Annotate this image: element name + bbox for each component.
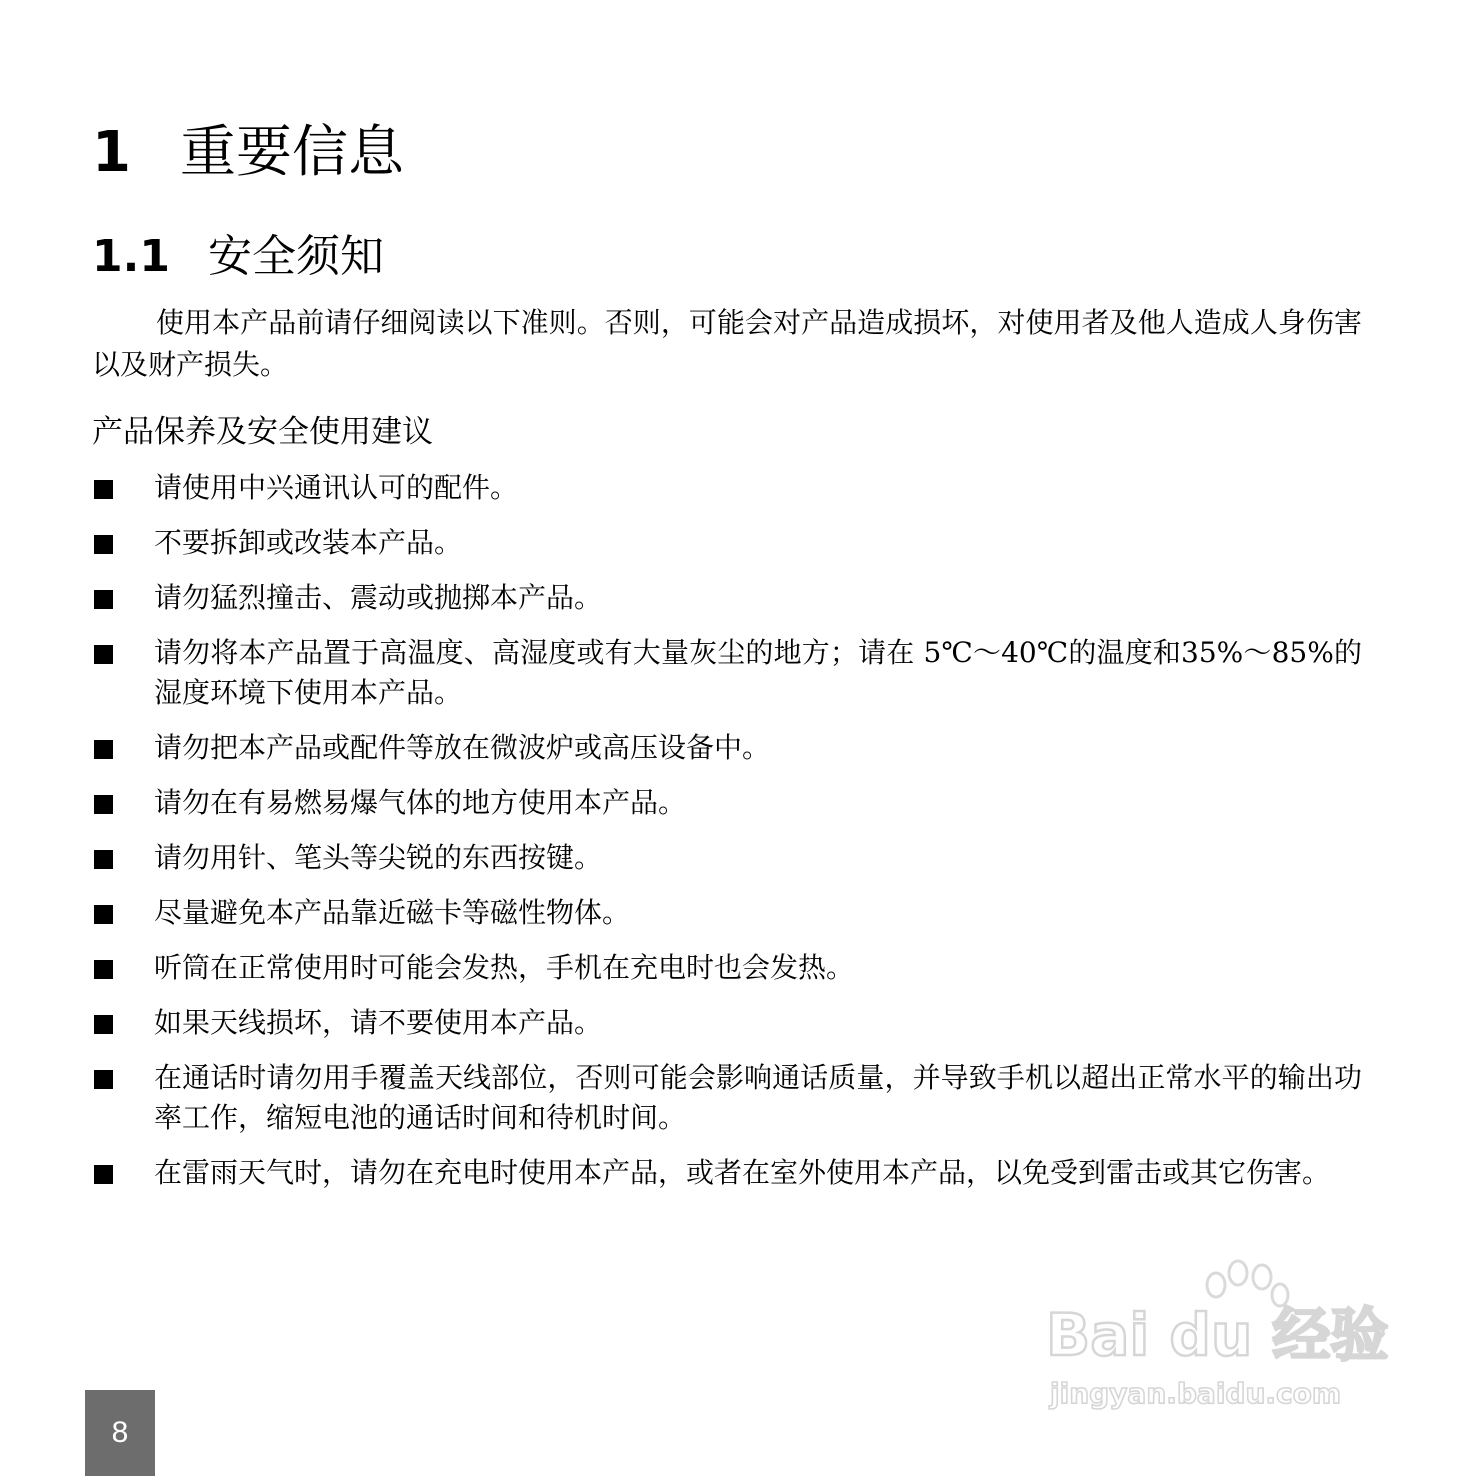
list-item: [92, 523, 1362, 563]
square-bullet-icon: [94, 905, 113, 924]
list-item: [92, 728, 1362, 768]
list-item-text: 请使用中兴通讯认可的配件。: [154, 471, 519, 504]
list-item-text: 在雷雨天气时，请勿在充电时使用本产品，或者在室外使用本产品，以免受到雷击或其它伤害。: [154, 1156, 1331, 1189]
list-item: [92, 578, 1362, 618]
page-number: 8: [111, 1416, 129, 1449]
list-item: [92, 783, 1362, 823]
list-item-text: 在通话时请勿用手覆盖天线部位，否则可能会影响通话质量，并导致手机以超出正常水平的输出功率工作，缩短电池的通话时间和待机时间。: [154, 1061, 1362, 1134]
list-item-text: 听筒在正常使用时可能会发热，手机在充电时也会发热。: [154, 951, 855, 984]
page-number-tab: [85, 1390, 155, 1476]
square-bullet-icon: [94, 850, 113, 869]
square-bullet-icon: [94, 535, 113, 554]
list-item: [92, 838, 1362, 878]
list-item-text: 请勿用针、笔头等尖锐的东西按键。: [154, 841, 603, 874]
safety-list: [92, 468, 1362, 1208]
section-heading: [92, 228, 384, 286]
list-item: [92, 1153, 1362, 1193]
list-item: [92, 1003, 1362, 1043]
chapter-heading: [92, 118, 404, 188]
list-item: [92, 1058, 1362, 1138]
list-item-text: 请勿在有易燃易爆气体的地方使用本产品。: [154, 786, 687, 819]
square-bullet-icon: [94, 1015, 113, 1034]
subsection-title: 产品保养及安全使用建议: [92, 414, 433, 450]
watermark-url: jingyan.baidu.com: [1050, 1377, 1342, 1410]
square-bullet-icon: [94, 795, 113, 814]
section-number: 1.1: [92, 231, 170, 282]
list-item: [92, 893, 1362, 933]
baidu-jingyan-watermark-logo: [1040, 1255, 1400, 1425]
square-bullet-icon: [94, 740, 113, 759]
list-item: [92, 633, 1362, 713]
square-bullet-icon: [94, 1070, 113, 1089]
list-item: [92, 468, 1362, 508]
intro-paragraph: 使用本产品前请仔细阅读以下准则。否则，可能会对产品造成损坏，对使用者及他人造成人身伤害以及财产损失。: [92, 306, 1362, 381]
section-title: 安全须知: [208, 231, 384, 282]
square-bullet-icon: [94, 590, 113, 609]
watermark-brand: Bai du 经验: [1046, 1301, 1389, 1369]
square-bullet-icon: [94, 960, 113, 979]
square-bullet-icon: [94, 480, 113, 499]
list-item: [92, 948, 1362, 988]
list-item-text: 尽量避免本产品靠近磁卡等磁性物体。: [154, 896, 631, 929]
square-bullet-icon: [94, 1165, 113, 1184]
chapter-title: 重要信息: [180, 120, 404, 185]
list-item-text: 不要拆卸或改装本产品。: [154, 526, 463, 559]
list-item-text: 请勿将本产品置于高温度、高湿度或有大量灰尘的地方；请在 5℃～40℃的温度和35%～85%的湿度环境下使用本产品。: [154, 636, 1362, 709]
list-item-text: 如果天线损坏，请不要使用本产品。: [154, 1006, 603, 1039]
chapter-number: 1: [92, 120, 131, 185]
square-bullet-icon: [94, 645, 113, 664]
list-item-text: 请勿把本产品或配件等放在微波炉或高压设备中。: [154, 731, 771, 764]
list-item-text: 请勿猛烈撞击、震动或抛掷本产品。: [154, 581, 603, 614]
